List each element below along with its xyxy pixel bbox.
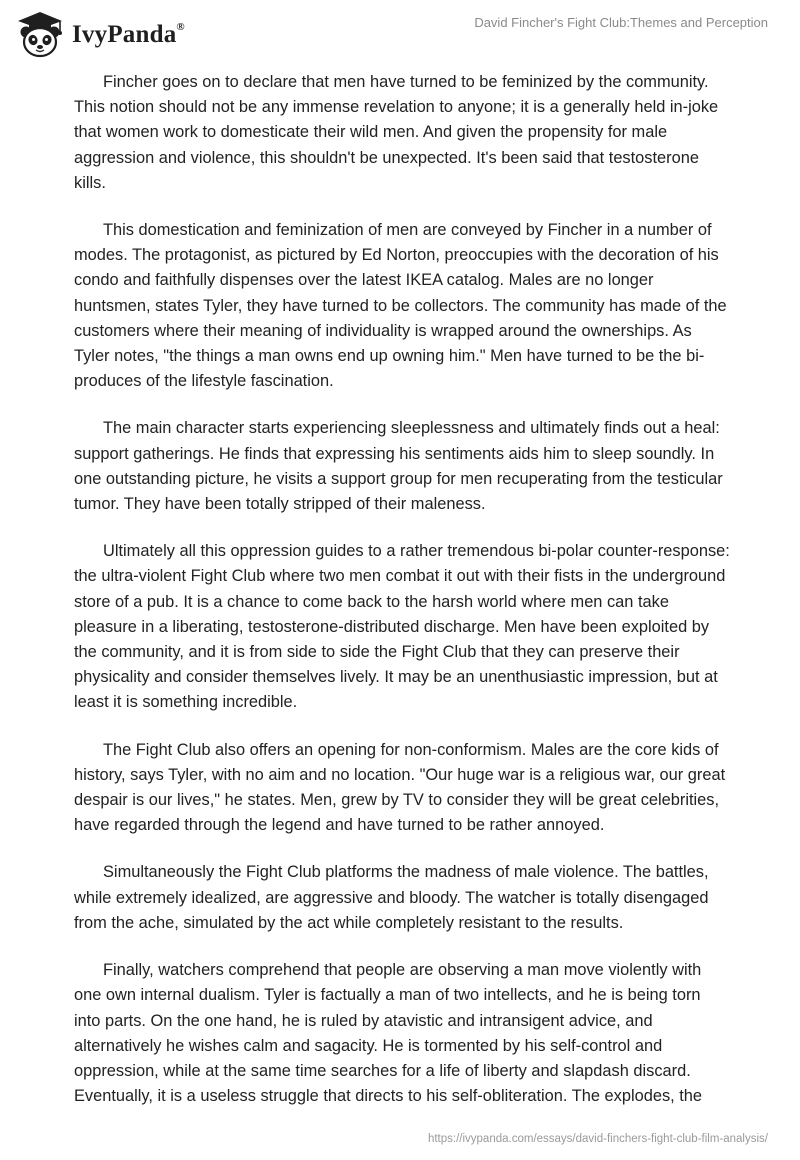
paragraph: Simultaneously the Fight Club platforms the madness of male violence. The battles, while extremely idealized, are aggressive and bloody. The watcher is totally disengaged from the ache, simulated by the act while completely resistant to the results.	[74, 863, 709, 932]
panda-graduate-icon	[14, 10, 66, 58]
brand-logo[interactable]	[14, 10, 185, 58]
paragraph: This domestication and feminization of men are conveyed by Fincher in a number of modes. The protagonist, as pictured by Ed Norton, preoccupies with the decoration of his condo and faithfully dispenses over the latest IKEA catalog. Males are no longer huntsmen, states Tyler, they have turned to be collectors. The community has made of the customers where their meaning of individuality is wrapped around the ownerships. As Tyler notes, "the things a man owns end up owning him." Men have turned to be the bi-produces of the lifestyle fascination.	[74, 221, 727, 391]
essay-body	[74, 70, 730, 1131]
paragraph: Finally, watchers comprehend that people are observing a man move violently with one own internal dualism. Tyler is factually a man of two intellects, and he is being torn into parts. On the one hand, he is ruled by atavistic and intransigent advice, and alternatively he wishes calm and sagacity. He is tormented by his self-control and oppression, while at the same time searches for a life of liberty and slapdash discard. Eventually, it is a useless struggle that directs to his self-obliteration. The explodes, the	[74, 961, 703, 1106]
source-url[interactable]: https://ivypanda.com/essays/david-finchers-fight-club-film-analysis/	[427, 1133, 768, 1145]
document-title: David Fincher's Fight Club:Themes and Perception	[474, 15, 768, 30]
paragraph: Fincher goes on to declare that men have turned to be feminized by the community. This notion should not be any immense revelation to anyone; it is a generally held in-joke that women work to domesticate their wild men. And given the propensity for male aggression and violence, this shouldn't be unexpected. It's been said that testosterone kills.	[74, 73, 719, 192]
brand-name: IvyPanda®	[72, 20, 185, 48]
page-header	[0, 0, 800, 66]
paragraph: The Fight Club also offers an opening for non-conformism. Males are the core kids of history, says Tyler, with no aim and no location. "Our huge war is a religious war, our great despair is our lives," he states. Men, grew by TV to consider they will be great celebrities, have regarded through the legend and have turned to be rather annoyed.	[74, 740, 726, 835]
paragraph: Ultimately all this oppression guides to a rather tremendous bi-polar counter-response: the ultra-violent Fight Club where two men combat it out with their fists in the underground store of a pub. It is a chance to come back to the harsh world where men can take pleasure in a liberating, testosterone-distributed discharge. Men have been exploited by the community, and it is from side to side the Fight Club that they can preserve their physicality and consider themselves lively. It may be an unenthusiastic impression, but at least it is something incredible.	[74, 542, 730, 712]
paragraph: The main character starts experiencing sleeplessness and ultimately finds out a heal: support gatherings. He finds that expressing his sentiments aids him to sleep soundly. In one outstanding picture, he visits a support group for men recuperating from the testicular tumor. They have been totally stripped of their maleness.	[74, 419, 723, 514]
